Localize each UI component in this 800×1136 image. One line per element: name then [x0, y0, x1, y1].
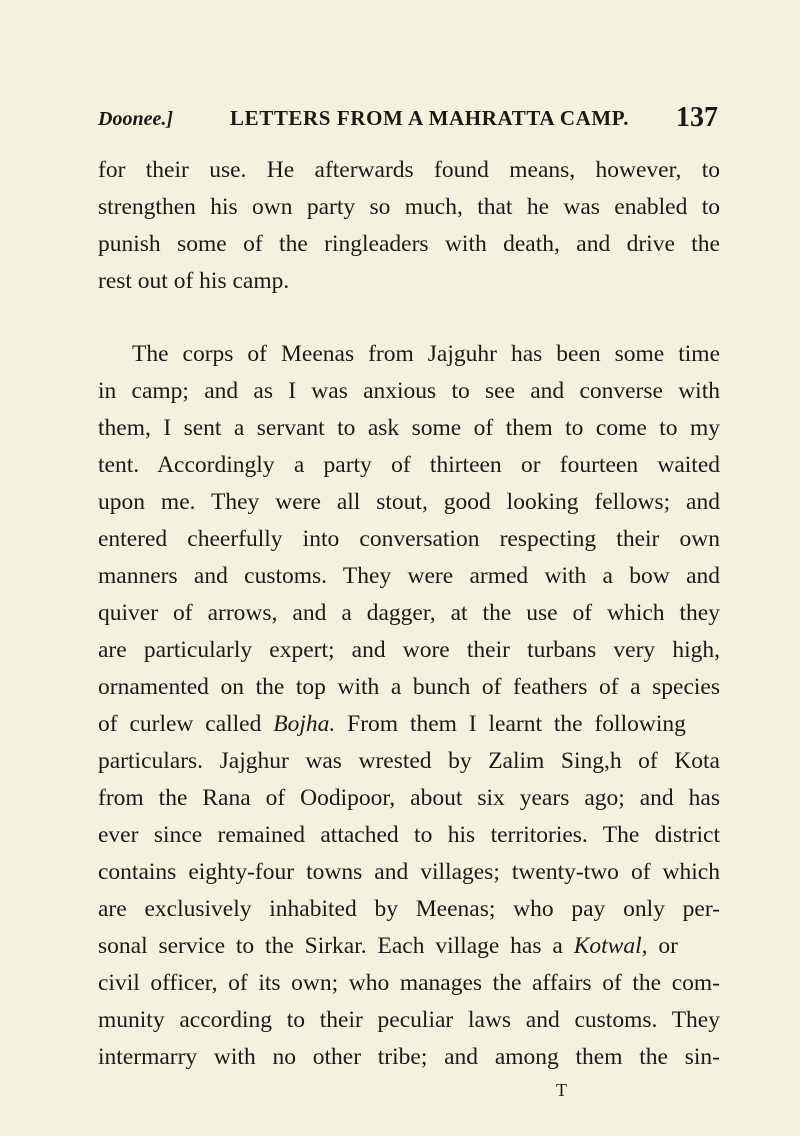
running-head [98, 100, 718, 140]
signature-mark: T [556, 1080, 567, 1100]
text-line: The corps of Meenas from Jajguhr has been some time [132, 341, 720, 367]
running-head-title: LETTERS FROM A MAHRATTA CAMP. [230, 106, 630, 130]
italic-term-bojha: Bojha. [273, 711, 336, 737]
text-line: contains eighty-four towns and villages; twenty-two of which [98, 859, 720, 885]
text-segment: of curlew called [98, 711, 274, 737]
text-line: strengthen his own party so much, that he was enabled to [98, 194, 720, 220]
text-line: civil officer, of its own; who manages the affairs of the com- [98, 970, 720, 996]
text-line: in camp; and as I was anxious to see and converse with [98, 378, 720, 404]
page-number: 137 [676, 102, 718, 133]
text-line: entered cheerfully into conversation respecting their own [98, 526, 720, 552]
text-line: them, I sent a servant to ask some of them to come to my [98, 415, 720, 441]
text-line: manners and customs. They were armed with a bow and [98, 563, 720, 589]
text-segment: From them I learnt the following [335, 711, 686, 737]
text-line: tent. Accordingly a party of thirteen or fourteen waited [98, 452, 720, 478]
body-text [98, 152, 720, 1076]
text-line [98, 928, 720, 965]
text-line: quiver of arrows, and a dagger, at the use of which they [98, 600, 720, 626]
italic-term-kotwal: Kotwal, [573, 933, 648, 959]
text-segment: sonal service to the Sirkar. Each village has a [98, 933, 574, 959]
paragraph-1 [98, 152, 720, 300]
text-line: particulars. Jajghur was wrested by Zalim Sing,h of Kota [98, 748, 720, 774]
text-line: munity according to their peculiar laws and customs. They [98, 1007, 720, 1033]
paragraph-gap [98, 300, 720, 336]
paragraph-2 [98, 336, 720, 1076]
text-line: are particularly expert; and wore their turbans very high, [98, 637, 720, 663]
text-line: are exclusively inhabited by Meenas; who pay only per- [98, 896, 720, 922]
text-segment: or [647, 933, 678, 959]
text-line [98, 706, 720, 743]
text-line: from the Rana of Oodipoor, about six years ago; and has [98, 785, 720, 811]
text-line: intermarry with no other tribe; and among them the sin- [98, 1044, 720, 1070]
text-line: ever since remained attached to his territories. The district [98, 822, 720, 848]
text-line: for their use. He afterwards found means, however, to [98, 157, 720, 183]
running-head-section: Doonee.] [98, 108, 173, 130]
text-line: ornamented on the top with a bunch of feathers of a species [98, 674, 720, 700]
text-line: punish some of the ringleaders with death, and drive the [98, 231, 720, 257]
text-line: upon me. They were all stout, good looking fellows; and [98, 489, 720, 515]
text-line: rest out of his camp. [98, 268, 290, 294]
